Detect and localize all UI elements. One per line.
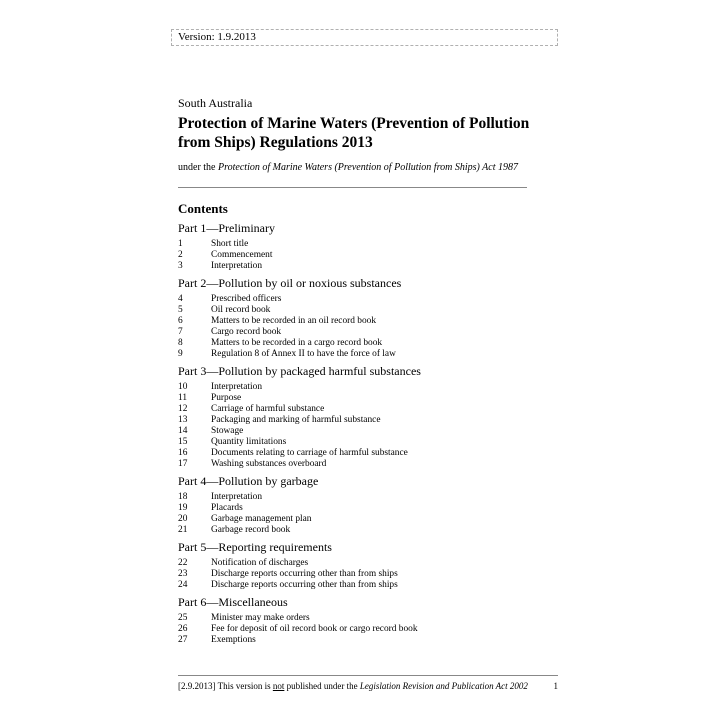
toc-entry-list — [178, 239, 558, 272]
toc-entry-title: Matters to be recorded in an oil record book — [211, 316, 377, 326]
toc-entry[interactable] — [178, 613, 558, 624]
enabling-act-name: Protection of Marine Waters (Prevention of Pollution from Ships) Act 1987 — [218, 162, 518, 173]
toc-entry-number: 27 — [178, 635, 188, 645]
under-prefix: under the — [178, 162, 218, 173]
toc-entry-number: 21 — [178, 525, 188, 535]
toc-entry-title: Cargo record book — [211, 327, 282, 337]
toc-entry[interactable] — [178, 393, 558, 404]
toc-entry[interactable] — [178, 261, 558, 272]
toc-entry[interactable] — [178, 294, 558, 305]
toc-part — [178, 594, 558, 646]
toc-entry-title: Discharge reports occurring other than from ships — [211, 569, 398, 579]
toc-entry[interactable] — [178, 250, 558, 261]
toc-entry-title: Packaging and marking of harmful substance — [211, 415, 381, 425]
toc-entry-number: 13 — [178, 415, 188, 425]
toc-entry-title: Exemptions — [211, 635, 256, 645]
toc-entry[interactable] — [178, 426, 558, 437]
footer-text-middle: published under the — [284, 681, 360, 691]
toc-part — [178, 220, 558, 272]
toc-entry-title: Interpretation — [211, 261, 263, 271]
toc-entry-title: Garbage management plan — [211, 514, 312, 524]
toc-entry-number: 12 — [178, 404, 188, 414]
toc-entry-list — [178, 613, 558, 646]
toc-entry-number: 17 — [178, 459, 188, 469]
toc-entry-number: 8 — [178, 338, 183, 348]
toc-entry-number: 22 — [178, 558, 188, 568]
toc-entry-title: Discharge reports occurring other than from ships — [211, 580, 398, 590]
version-header — [171, 29, 558, 46]
toc-entry-title: Short title — [211, 239, 249, 249]
toc-entry[interactable] — [178, 580, 558, 591]
toc-entry[interactable] — [178, 514, 558, 525]
toc-entry-title: Minister may make orders — [211, 613, 310, 623]
toc-entry-title: Placards — [211, 503, 243, 513]
toc-entry[interactable] — [178, 382, 558, 393]
toc-entry-title: Fee for deposit of oil record book or cargo record book — [211, 624, 418, 634]
toc-entry[interactable] — [178, 558, 558, 569]
footer-date: [2.9.2013] — [178, 681, 216, 691]
toc-part — [178, 473, 558, 536]
toc-entry-number: 9 — [178, 349, 183, 359]
toc-entry-title: Documents relating to carriage of harmful substance — [211, 448, 408, 458]
toc-entry[interactable] — [178, 338, 558, 349]
toc-entry-title: Garbage record book — [211, 525, 291, 535]
version-label: Version: 1.9.2013 — [178, 31, 256, 43]
toc-entry-title: Prescribed officers — [211, 294, 282, 304]
toc-entry-list — [178, 492, 558, 536]
toc-entry-number: 25 — [178, 613, 188, 623]
footer-note — [178, 681, 528, 691]
toc-entry-title: Carriage of harmful substance — [211, 404, 325, 414]
toc-entry-title: Commencement — [211, 250, 273, 260]
toc-part — [178, 275, 558, 360]
footer-not: not — [272, 681, 285, 691]
toc-entry-number: 5 — [178, 305, 183, 315]
toc-entry[interactable] — [178, 239, 558, 250]
toc-entry[interactable] — [178, 624, 558, 635]
toc-entry-list — [178, 382, 558, 470]
toc-part-heading[interactable]: Part 5—Reporting requirements — [178, 540, 332, 554]
page-footer — [178, 681, 558, 691]
document-title: Protection of Marine Waters (Prevention of Pollution from Ships) Regulations 2013 — [178, 115, 530, 151]
toc-entry-number: 24 — [178, 580, 188, 590]
jurisdiction: South Australia — [178, 96, 253, 110]
toc-entry-number: 3 — [178, 261, 183, 271]
toc-entry-title: Quantity limitations — [211, 437, 287, 447]
toc-entry-title: Interpretation — [211, 382, 263, 392]
toc-entry-number: 1 — [178, 239, 183, 249]
table-of-contents — [178, 220, 558, 647]
footer-divider — [178, 675, 558, 676]
toc-part-heading[interactable]: Part 3—Pollution by packaged harmful substances — [178, 364, 421, 378]
toc-entry[interactable] — [178, 448, 558, 459]
toc-entry[interactable] — [178, 525, 558, 536]
toc-part — [178, 539, 558, 591]
toc-entry-number: 11 — [178, 393, 188, 403]
page-number: 1 — [553, 681, 558, 691]
toc-entry-title: Notification of discharges — [211, 558, 309, 568]
toc-entry-number: 20 — [178, 514, 188, 524]
toc-entry-number: 14 — [178, 426, 188, 436]
toc-entry[interactable] — [178, 459, 558, 470]
footer-act-name: Legislation Revision and Publication Act 2002 — [359, 681, 528, 691]
toc-entry-title: Washing substances overboard — [211, 459, 327, 469]
toc-part-heading[interactable]: Part 1—Preliminary — [178, 221, 275, 235]
toc-entry-number: 10 — [178, 382, 188, 392]
footer-text-before: This version is — [215, 681, 273, 691]
toc-entry-number: 19 — [178, 503, 188, 513]
toc-entry-title: Interpretation — [211, 492, 263, 502]
toc-entry[interactable] — [178, 635, 558, 646]
toc-entry-number: 4 — [178, 294, 183, 304]
toc-entry-number: 23 — [178, 569, 188, 579]
toc-entry[interactable] — [178, 305, 558, 316]
toc-entry[interactable] — [178, 327, 558, 338]
toc-entry-list — [178, 294, 558, 360]
title-divider — [178, 187, 527, 188]
toc-entry-number: 15 — [178, 437, 188, 447]
toc-entry-number: 18 — [178, 492, 188, 502]
toc-entry-title: Stowage — [211, 426, 244, 436]
toc-entry[interactable] — [178, 415, 558, 426]
toc-part-heading[interactable]: Part 2—Pollution by oil or noxious substances — [178, 276, 402, 290]
contents-heading: Contents — [178, 201, 228, 216]
toc-entry-number: 2 — [178, 250, 183, 260]
toc-entry[interactable] — [178, 503, 558, 514]
toc-entry[interactable] — [178, 349, 558, 360]
toc-entry-title: Matters to be recorded in a cargo record book — [211, 338, 383, 348]
toc-entry[interactable] — [178, 569, 558, 580]
toc-entry[interactable] — [178, 404, 558, 415]
toc-entry-number: 6 — [178, 316, 183, 326]
toc-entry[interactable] — [178, 492, 558, 503]
toc-entry-title: Regulation 8 of Annex II to have the force of law — [211, 349, 396, 359]
toc-entry-number: 26 — [178, 624, 188, 634]
toc-entry-list — [178, 558, 558, 591]
toc-part — [178, 363, 558, 470]
toc-entry[interactable] — [178, 437, 558, 448]
toc-entry-number: 16 — [178, 448, 188, 458]
toc-part-heading[interactable]: Part 4—Pollution by garbage — [178, 474, 319, 488]
enabling-act-line — [178, 162, 518, 173]
toc-entry-number: 7 — [178, 327, 183, 337]
toc-part-heading[interactable]: Part 6—Miscellaneous — [178, 595, 288, 609]
toc-entry[interactable] — [178, 316, 558, 327]
toc-entry-title: Oil record book — [211, 305, 271, 315]
toc-entry-title: Purpose — [211, 393, 242, 403]
